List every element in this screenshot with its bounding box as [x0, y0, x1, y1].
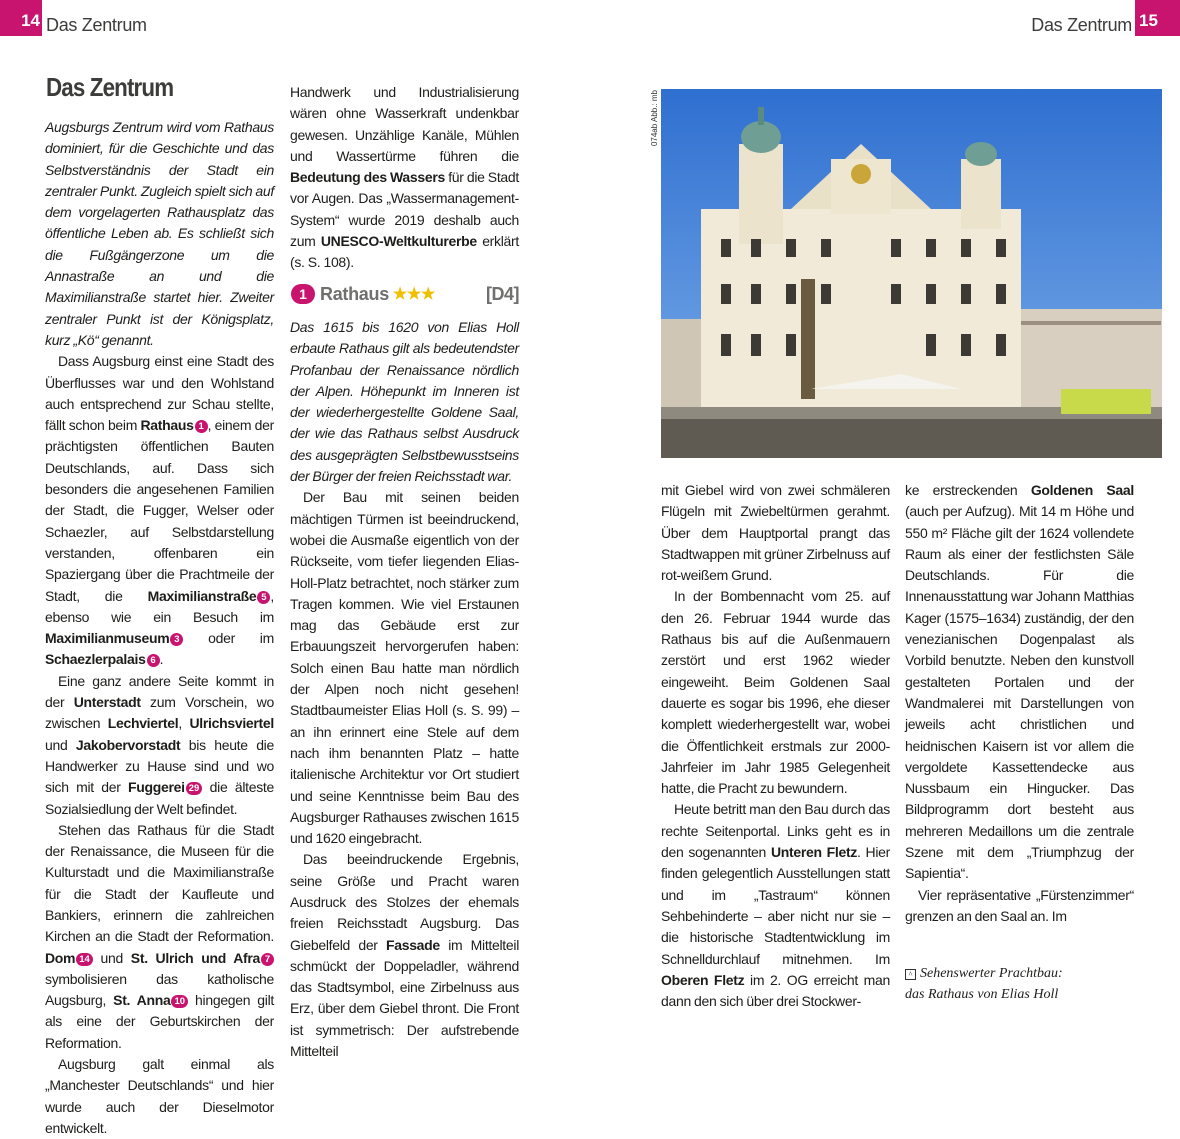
sight-number-badge: 7 — [261, 953, 274, 966]
column-4-body — [905, 480, 1134, 927]
text-run: und — [45, 736, 76, 753]
bold-term: UNESCO-Weltkulturerbe — [320, 233, 477, 250]
column-2 — [290, 82, 519, 1062]
photo-caption — [905, 963, 1134, 1005]
body-paragraph — [45, 351, 274, 670]
text-run: , — [178, 715, 190, 732]
page-number-text: 14 — [21, 11, 40, 30]
page-number-left — [0, 0, 42, 36]
body-paragraph — [290, 487, 519, 849]
sight-number-badge: 14 — [76, 953, 93, 966]
caption-line-1: Sehenswerter Prachtbau: — [920, 966, 1063, 982]
sight-number-badge: 5 — [257, 591, 270, 604]
caption-line-2: das Rathaus von Elias Holl — [905, 987, 1059, 1003]
text-run: die älteste Sozialsiedlung der Welt befindet. — [45, 779, 274, 817]
body-paragraph — [661, 586, 890, 799]
page-number-text: 15 — [1139, 11, 1158, 30]
column-3 — [661, 480, 890, 1012]
bold-term: Maximilianmuseum — [45, 630, 170, 647]
body-paragraph — [905, 480, 1134, 885]
text-run: Handwerk und Industrialisierung wären ohne Wasserkraft undenkbar gewesen. Unzählige Kanäle, Mühlen und Wassertürme führen die — [290, 84, 519, 164]
text-run: In der Bombennacht vom 25. auf den 26. Februar 1944 wurde das Rathaus bis auf die Außenmauern zerstört und erst 1962 wieder eingeweiht. Beim Goldenen Saal dauerte es sogar bis 1996, ehe dieser komplett wiederhergestellt war, wobei die Öffentlichkeit erstmals zur 2000-Jahrfeier im Jahr 1985 Gelegenheit hatte, die Pracht zu bewundern. — [661, 588, 890, 797]
text-run: für die Stadt vor Augen. Das „Wassermanagement-System“ wurde 2019 deshalb auch zum — [290, 169, 519, 250]
body-paragraph — [45, 1054, 274, 1139]
text-run: symbolisieren das katholische Augsburg, — [45, 970, 274, 1009]
sight-number-badge: 10 — [171, 995, 188, 1008]
text-run: mit Giebel wird von zwei schmäleren Flügeln mit Zwiebeltürmen gerahmt. Über dem Hauptportal prangt das Stadtwappen mit grüner Zirbelnuss auf rot-weißem Grund. — [661, 482, 890, 584]
text-run: bis heute die Handwerker zu Hause sind und wo sich mit der — [45, 736, 274, 796]
text-run: Heute betritt man den Bau durch das rechte Seitenportal. Links geht es in den sogenannten — [661, 801, 890, 861]
sight-number-badge: 3 — [170, 633, 183, 646]
body-paragraph — [290, 849, 519, 1062]
text-run: Dass Augsburg einst eine Stadt des Überflusses war und den Wohlstand auch entsprechend zur Schau stellte, fällt schon beim — [45, 353, 274, 434]
text-run: Augsburgs Zentrum wird vom Rathaus dominiert, für die Geschichte und das Selbstverständnis der Stadt ein zentraler Punkt. Zugleich spielt sich auf dem vorgelagerten Rathausplatz das öffentliche Leben ab. Es schließt sich die Fußgängerzone um die Annastraße an und die Maximilianstraße startet hier. Zweiter zentraler Punkt ist der Königsplatz, kurz „Kö“ genannt. — [45, 119, 274, 348]
bold-term: Goldenen Saal — [1030, 482, 1134, 498]
bold-term: Maximilianstraße — [147, 587, 257, 604]
bold-term: Ulrichsviertel — [189, 715, 274, 732]
bold-term: Rathaus — [140, 417, 194, 434]
chapter-title: Das Zentrum — [46, 72, 174, 102]
body-paragraph — [45, 820, 274, 1054]
sight-heading — [290, 284, 519, 305]
text-run: im Mittelteil schmückt der Doppeladler, während das Stadtsymbol, eine Zirbelnuss aus Erz, über dem Giebel thront. Die Front ist symmetrisch: Der aufstrebende Mittelteil — [290, 936, 520, 1060]
bold-term: St. Ulrich und Afra — [130, 949, 260, 966]
text-run: Das beeindruckende Ergebnis, seine Größe und Pracht waren Ausdruck des Stolzes der ehemals freien Reichsstadt Augsburg. Das Giebelfeld der — [290, 851, 519, 953]
bold-term: Fuggerei — [127, 779, 185, 796]
text-run: . Hier finden gelegentlich Ausstellungen statt und im „Tastraum“ können Sehbehinderte – aber nicht nur sie – die historische Stadtentwicklung im Schnelldurchlauf mitnehmen. Im — [661, 844, 890, 967]
body-paragraph — [290, 82, 519, 274]
bold-term: Dom — [45, 949, 76, 966]
text-run: erklärt (s. S. 108). — [290, 233, 519, 271]
bold-term: Oberen Fletz — [661, 971, 745, 988]
bold-term: Unterstadt — [73, 694, 141, 711]
map-grid-reference: [D4] — [486, 283, 519, 304]
bold-term: Schaezlerpalais — [45, 651, 146, 668]
body-paragraph — [905, 885, 1134, 928]
intro-paragraph — [45, 117, 274, 351]
bold-term: Lechviertel — [107, 715, 179, 732]
text-run: hingegen gilt als eine der Geburtskirchen der Reformation. — [45, 992, 274, 1051]
running-header-left: Das Zentrum — [46, 15, 147, 35]
text-run: im 2. OG erreicht man dann den sich über drei Stockwer- — [661, 971, 890, 1010]
bold-term: St. Anna — [113, 992, 171, 1009]
rathaus-photo — [661, 89, 1162, 458]
column-2-top — [290, 82, 519, 274]
text-run: Der Bau mit seinen beiden mächtigen Türmen ist beeindruckend, wobei die Ausmaße eigentlich von der Rückseite, vom tiefer liegenden Elias-Holl-Platz betrachtet, noch stärker zum Tragen kommen. Wie viel Erstaunen mag das Gebäude erst zur Erbauungszeit hervorgerufen haben: Solch einen Bau hatte man nördlich der Alpen noch nicht gesehen! Stadtbaumeister Elias Holl (s. S. 99) – an ihn erinnert eine Stele auf dem nach ihm benannten Platz – hatte italienische Architektur vor Ort studiert und seine Kenntnisse beim Bau des Augsburger Rathauses zwischen 1615 und 1620 eingebracht. — [290, 489, 519, 847]
sight-number-badge: 1 — [291, 284, 315, 304]
text-run: . — [159, 651, 164, 668]
bold-term: Fassade — [385, 936, 440, 953]
text-run: Augsburg galt einmal als „Manchester Deutschlands“ und hier wurde auch der Dieselmotor entwickelt. — [45, 1056, 274, 1136]
body-paragraph — [45, 671, 274, 820]
body-paragraph — [661, 799, 890, 1012]
text-run: ke erstreckenden — [905, 482, 1031, 498]
text-run: und — [92, 949, 131, 966]
photo-credit: 074ab Abb.: mb — [650, 90, 659, 147]
sight-name: Rathaus — [320, 283, 389, 304]
text-run: Das 1615 bis 1620 von Elias Holl erbaute Rathaus gilt als bedeutendster Profanbau der Renaissance nördlich der Alpen. Höhepunkt im Inneren ist der wiederhergestellte Goldene Saal, der wie das Rathaus selbst Ausdruck des ausgeprägten Selbstbewusstseins der Bürger der freien Reichsstadt war. — [290, 318, 519, 485]
rathaus-photo-illustration — [661, 89, 1162, 458]
bold-term: Bedeutung des Wassers — [290, 169, 445, 186]
column-2-body — [290, 317, 519, 1062]
body-paragraph — [661, 480, 890, 586]
running-header-right: Das Zentrum — [1031, 15, 1132, 35]
sight-number-badge: 29 — [186, 782, 203, 795]
sight-number-badge: 1 — [195, 420, 208, 433]
bold-term: Jakobervorstadt — [75, 736, 181, 753]
column-4 — [905, 480, 1134, 1005]
text-run: Stehen das Rathaus für die Stadt der Renaissance, die Museen für die Kulturstadt und die Maximilianstraße für die Stadt der Kaufleute und Bankiers, erinnern die zahlreichen Kirchen an die Stadt der Reformation. — [45, 821, 274, 945]
sight-number-badge: 6 — [147, 654, 160, 667]
text-run: Vier repräsentative „Fürstenzimmer“ grenzen an den Saal an. Im — [905, 886, 1134, 924]
text-run: , ebenso wie ein Besuch im — [45, 587, 274, 625]
page-number-right — [1135, 0, 1180, 36]
bold-term: Unteren Fletz — [770, 844, 858, 861]
text-run: , einem der prächtigsten öffentlichen Bauten Deutschlands, auf. Dass sich besonders die angesehenen Familien der Stadt, die Fugger, Welser oder Schaezler, auf Selbstdarstellung verstanden, offenbaren ein Spaziergang über die Prachtmeile der Stadt, die — [45, 417, 274, 604]
caption-arrow-up-icon: ^ — [905, 969, 916, 980]
intro-paragraph — [290, 317, 519, 487]
text-run: Eine ganz andere Seite kommt in der — [45, 672, 274, 711]
text-run: oder im — [183, 630, 274, 647]
column-1 — [45, 117, 274, 1139]
text-run: (auch per Aufzug). Mit 14 m Höhe und 550 m² Fläche gilt der 1624 vollendete Raum als einer der festlichsten Säle Deutschlands. Für die Innenausstattung war Johann Matthias Kager (1575–1634) zuständig, der den venezianischen Dogenpalast als Vorbild benutzte. Neben den kunstvoll gestalteten Portalen und der Wandmalerei mit Darstellungen von jeweils acht christlichen und heidnischen Kaisern ist vor allem die vergoldete Kassettendecke aus Nussbaum ein Hingucker. Das Bildprogramm dort besteht aus mehreren Medaillons um die zentrale Szene mit dem „Triumphzug der Sapientia“. — [905, 503, 1134, 882]
text-run: zum Vorschein, wo zwischen — [45, 694, 274, 732]
rating-stars-icon: ★★★ — [392, 285, 436, 303]
